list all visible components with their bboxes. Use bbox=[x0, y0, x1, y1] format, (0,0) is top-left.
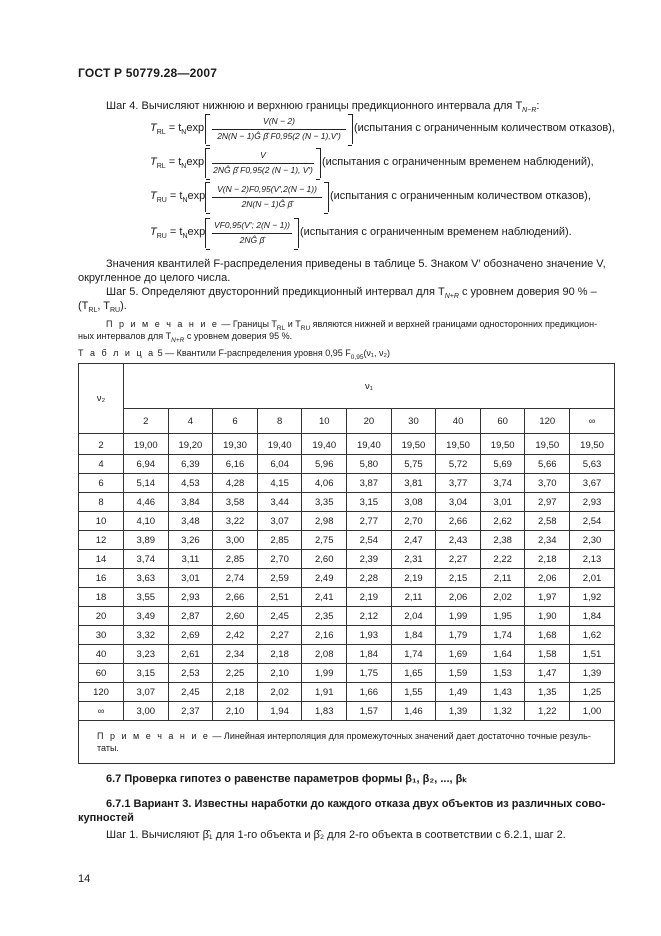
section-6-7-1-line2: купностей bbox=[78, 812, 134, 824]
table-row bbox=[79, 588, 615, 607]
table-note: П р и м е ч а н и е — Линейная интерполяция для промежуточных значений дает достаточно точные резуль- таты. bbox=[79, 721, 615, 764]
table-cell: 2,10 bbox=[257, 664, 302, 683]
formula-fraction: V 2NĜ β̂ F0,95(2 (N − 1), V′) bbox=[205, 148, 321, 178]
quantile-table bbox=[78, 363, 615, 764]
table-cell: 1,65 bbox=[391, 664, 436, 683]
table-cell: 3,35 bbox=[302, 493, 347, 512]
table-cell: 2,16 bbox=[302, 626, 347, 645]
table-cell: 2,51 bbox=[257, 588, 302, 607]
table-cell: 1,46 bbox=[391, 702, 436, 721]
table-cell: 2,18 bbox=[213, 683, 258, 702]
table-cell: 2,27 bbox=[257, 626, 302, 645]
table-cell: 4,10 bbox=[124, 512, 169, 531]
table-cell: 5,75 bbox=[391, 455, 436, 474]
table-cell: 2,28 bbox=[347, 569, 392, 588]
table-cell: 3,15 bbox=[347, 493, 392, 512]
table-cell: 2,04 bbox=[391, 607, 436, 626]
table-cell: 1,58 bbox=[525, 645, 570, 664]
table-cell: 2,11 bbox=[480, 569, 525, 588]
table-cell: 2,85 bbox=[257, 531, 302, 550]
table-cell: 2,39 bbox=[347, 550, 392, 569]
table-cell: 2,06 bbox=[525, 569, 570, 588]
table-cell: 1,75 bbox=[347, 664, 392, 683]
table-cell: 2,41 bbox=[302, 588, 347, 607]
table-cell: 4,15 bbox=[257, 474, 302, 493]
col-header: 10 bbox=[302, 409, 347, 434]
table-cell: 3,22 bbox=[213, 512, 258, 531]
table-cell: 3,01 bbox=[480, 493, 525, 512]
row-label: 2 bbox=[79, 434, 124, 455]
table-cell: 1,74 bbox=[480, 626, 525, 645]
table-cell: 2,01 bbox=[570, 569, 615, 588]
table-cell: 3,89 bbox=[124, 531, 169, 550]
table-cell: 2,93 bbox=[168, 588, 213, 607]
table-cell: 2,43 bbox=[436, 531, 481, 550]
row-label: 4 bbox=[79, 455, 124, 474]
col-header: 30 bbox=[391, 409, 436, 434]
table-cell: 1,84 bbox=[570, 607, 615, 626]
table-cell: 1,53 bbox=[480, 664, 525, 683]
table-cell: 2,18 bbox=[525, 550, 570, 569]
table-cell: 1,62 bbox=[570, 626, 615, 645]
table-cell: 2,02 bbox=[480, 588, 525, 607]
table-cell: 1,43 bbox=[480, 683, 525, 702]
table-header-row bbox=[79, 364, 615, 409]
table-cell: 2,70 bbox=[391, 512, 436, 531]
table-cell: 2,49 bbox=[302, 569, 347, 588]
table-cell: 5,80 bbox=[347, 455, 392, 474]
table-cell: 2,60 bbox=[213, 607, 258, 626]
row-label: 6 bbox=[79, 474, 124, 493]
table-cell: 2,25 bbox=[213, 664, 258, 683]
table-cell: 1,00 bbox=[570, 702, 615, 721]
formula-fraction: V(N − 2) 2N(N − 1)Ĝ β̂ F0,95(2 (N − 1),V′) bbox=[205, 114, 353, 144]
table-cell: 4,28 bbox=[213, 474, 258, 493]
table-cell: 1,84 bbox=[347, 645, 392, 664]
table-cell: 1,68 bbox=[525, 626, 570, 645]
page-number: 14 bbox=[78, 873, 91, 885]
note-boundaries-line1: П р и м е ч а н и е — Границы $T_{RL}$ и $T_{RU}$ являются нижней и верхней границами односторонних предикцион- bbox=[106, 319, 598, 332]
table-cell: 1,92 bbox=[570, 588, 615, 607]
table-cell: 3,08 bbox=[391, 493, 436, 512]
table-cell: 3,58 bbox=[213, 493, 258, 512]
table-cell: 2,11 bbox=[391, 588, 436, 607]
table-cell: 1,91 bbox=[302, 683, 347, 702]
table-row bbox=[79, 493, 615, 512]
note-boundaries-line2: ных интервалов для $T_{N+R}$ с уровнем доверия 95 %. bbox=[78, 331, 293, 344]
col-header: 120 bbox=[525, 409, 570, 434]
col-header: 8 bbox=[257, 409, 302, 434]
table-cell: 1,32 bbox=[480, 702, 525, 721]
table-cell: 3,23 bbox=[124, 645, 169, 664]
table-cell: 3,74 bbox=[480, 474, 525, 493]
row-label: 14 bbox=[79, 550, 124, 569]
section-6-7-title: 6.7 Проверка гипотез о равенстве параметров формы β₁, β₂, ..., βₖ bbox=[106, 773, 468, 785]
table-cell: 4,06 bbox=[302, 474, 347, 493]
col-header: ∞ bbox=[570, 409, 615, 434]
table-cell: 2,54 bbox=[347, 531, 392, 550]
row-label: 18 bbox=[79, 588, 124, 607]
table-cell: 1,35 bbox=[525, 683, 570, 702]
table-cell: 19,40 bbox=[302, 434, 347, 455]
table-cell: 2,97 bbox=[525, 493, 570, 512]
table-cell: 2,93 bbox=[570, 493, 615, 512]
table-cell: 1,99 bbox=[436, 607, 481, 626]
table-cell: 3,07 bbox=[124, 683, 169, 702]
table-cell: 2,19 bbox=[347, 588, 392, 607]
table-cell: 1,39 bbox=[570, 664, 615, 683]
table-cell: 3,74 bbox=[124, 550, 169, 569]
table-cell: 2,53 bbox=[168, 664, 213, 683]
col-header: 60 bbox=[480, 409, 525, 434]
table-cell: 19,50 bbox=[480, 434, 525, 455]
table-row bbox=[79, 702, 615, 721]
table-cell: 2,60 bbox=[302, 550, 347, 569]
table-cell: 3,04 bbox=[436, 493, 481, 512]
table-cell: 1,99 bbox=[302, 664, 347, 683]
table-cell: 1,64 bbox=[480, 645, 525, 664]
table-note-row bbox=[79, 721, 615, 764]
row-label: 60 bbox=[79, 664, 124, 683]
formula-fraction: V(N − 2)F0,95(V′,2(N − 1)) 2N(N − 1)Ĝ β̂ bbox=[205, 182, 329, 212]
table-cell: 2,15 bbox=[436, 569, 481, 588]
table-cell: 6,94 bbox=[124, 455, 169, 474]
table-cell: 3,00 bbox=[213, 531, 258, 550]
table-cell: 3,11 bbox=[168, 550, 213, 569]
table-cell: 1,39 bbox=[436, 702, 481, 721]
table-cell: 2,85 bbox=[213, 550, 258, 569]
table-cell: 5,63 bbox=[570, 455, 615, 474]
table-cell: 2,98 bbox=[302, 512, 347, 531]
table-cell: 19,20 bbox=[168, 434, 213, 455]
table-cell: 3,81 bbox=[391, 474, 436, 493]
step5-line1: Шаг 5. Определяют двусторонний предикционный интервал для $T_{N+R}$ с уровнем доверия 90 % – bbox=[106, 286, 597, 301]
table-cell: 2,75 bbox=[302, 531, 347, 550]
table-cell: 3,07 bbox=[257, 512, 302, 531]
table-cell: 3,32 bbox=[124, 626, 169, 645]
table-cell: 2,18 bbox=[257, 645, 302, 664]
table-row bbox=[79, 569, 615, 588]
col-header: 40 bbox=[436, 409, 481, 434]
table-cell: 3,84 bbox=[168, 493, 213, 512]
table-row bbox=[79, 683, 615, 702]
table-row bbox=[79, 474, 615, 493]
table-cell: 2,02 bbox=[257, 683, 302, 702]
table-column-row bbox=[79, 409, 615, 434]
table-cell: 1,57 bbox=[347, 702, 392, 721]
table-row bbox=[79, 626, 615, 645]
table-cell: 3,44 bbox=[257, 493, 302, 512]
table-cell: 1,79 bbox=[436, 626, 481, 645]
table-cell: 1,95 bbox=[480, 607, 525, 626]
table-cell: 2,19 bbox=[391, 569, 436, 588]
row-label: 30 bbox=[79, 626, 124, 645]
table-cell: 1,84 bbox=[391, 626, 436, 645]
table-cell: 5,96 bbox=[302, 455, 347, 474]
table-cell: 1,97 bbox=[525, 588, 570, 607]
table-cell: 4,53 bbox=[168, 474, 213, 493]
row-label: 40 bbox=[79, 645, 124, 664]
table-cell: 3,67 bbox=[570, 474, 615, 493]
table-cell: 1,51 bbox=[570, 645, 615, 664]
table-cell: 2,34 bbox=[213, 645, 258, 664]
table-cell: 2,12 bbox=[347, 607, 392, 626]
table-cell: 3,63 bbox=[124, 569, 169, 588]
table-cell: 1,59 bbox=[436, 664, 481, 683]
col-header: 20 bbox=[347, 409, 392, 434]
table-cell: 2,62 bbox=[480, 512, 525, 531]
step1-text: Шаг 1. Вычисляют β̂₁ для 1-го объекта и β̂₂ для 2-го объекта в соответствии с 6.2.1, шаг 2. bbox=[106, 829, 566, 841]
table-cell: 2,87 bbox=[168, 607, 213, 626]
table-row bbox=[79, 531, 615, 550]
table-cell: 3,01 bbox=[168, 569, 213, 588]
table-cell: 1,22 bbox=[525, 702, 570, 721]
table-cell: 3,00 bbox=[124, 702, 169, 721]
table-cell: 2,59 bbox=[257, 569, 302, 588]
quantile-paragraph-line1: Значения квантилей F-распределения приведены в таблице 5. Знаком V′ обозначено значение V, bbox=[106, 258, 606, 270]
formula-fraction: VF0,95(V′; 2(N − 1)) 2NĜ β̂ bbox=[205, 218, 299, 248]
table-cell: 5,14 bbox=[124, 474, 169, 493]
table-cell: 19,00 bbox=[124, 434, 169, 455]
table-cell: 3,15 bbox=[124, 664, 169, 683]
table-cell: 2,37 bbox=[168, 702, 213, 721]
table-cell: 2,77 bbox=[347, 512, 392, 531]
table-cell: 1,83 bbox=[302, 702, 347, 721]
table-cell: 2,31 bbox=[391, 550, 436, 569]
table-cell: 2,70 bbox=[257, 550, 302, 569]
table-cell: 2,66 bbox=[436, 512, 481, 531]
table-cell: 2,47 bbox=[391, 531, 436, 550]
col-group-nu1: ν₁ bbox=[124, 364, 615, 409]
table-cell: 1,74 bbox=[391, 645, 436, 664]
table-cell: 1,49 bbox=[436, 683, 481, 702]
table-caption: Т а б л и ц а 5 — Квантили F-распределения уровня 0,95 $F_{0,95}(\nu_1$, ν₂) bbox=[78, 348, 390, 361]
row-label: ∞ bbox=[79, 702, 124, 721]
table-cell: 1,66 bbox=[347, 683, 392, 702]
row-label: 12 bbox=[79, 531, 124, 550]
table-cell: 6,16 bbox=[213, 455, 258, 474]
table-cell: 2,58 bbox=[525, 512, 570, 531]
table-cell: 4,46 bbox=[124, 493, 169, 512]
table-cell: 3,70 bbox=[525, 474, 570, 493]
table-row bbox=[79, 434, 615, 455]
table-cell: 2,27 bbox=[436, 550, 481, 569]
table-cell: 19,50 bbox=[525, 434, 570, 455]
table-cell: 19,30 bbox=[213, 434, 258, 455]
row-label: 8 bbox=[79, 493, 124, 512]
table-cell: 2,06 bbox=[436, 588, 481, 607]
table-cell: 1,25 bbox=[570, 683, 615, 702]
table-cell: 2,74 bbox=[213, 569, 258, 588]
table-cell: 2,38 bbox=[480, 531, 525, 550]
document-header: ГОСТ Р 50779.28—2007 bbox=[78, 66, 218, 80]
table-cell: 2,08 bbox=[302, 645, 347, 664]
table-cell: 19,50 bbox=[570, 434, 615, 455]
row-label: 10 bbox=[79, 512, 124, 531]
table-row bbox=[79, 512, 615, 531]
table-cell: 5,69 bbox=[480, 455, 525, 474]
step5-line2: ($T_{RL}$, $T_{RU}$). bbox=[78, 300, 127, 315]
step4-intro: Шаг 4. Вычисляют нижнюю и верхнюю границы предикционного интервала для $T_{N-R}$: bbox=[106, 100, 540, 115]
table-cell: 2,45 bbox=[168, 683, 213, 702]
table-cell: 19,50 bbox=[436, 434, 481, 455]
table-cell: 2,10 bbox=[213, 702, 258, 721]
table-cell: 2,30 bbox=[570, 531, 615, 550]
table-row bbox=[79, 607, 615, 626]
col-header: 6 bbox=[213, 409, 258, 434]
row-label: 120 bbox=[79, 683, 124, 702]
table-cell: 1,55 bbox=[391, 683, 436, 702]
table-cell: 1,90 bbox=[525, 607, 570, 626]
table-cell: 19,40 bbox=[257, 434, 302, 455]
col-header: 2 bbox=[124, 409, 169, 434]
table-cell: 1,94 bbox=[257, 702, 302, 721]
table-cell: 2,66 bbox=[213, 588, 258, 607]
table-cell: 1,93 bbox=[347, 626, 392, 645]
table-cell: 3,26 bbox=[168, 531, 213, 550]
table-cell: 3,48 bbox=[168, 512, 213, 531]
table-row bbox=[79, 550, 615, 569]
table-cell: 2,13 bbox=[570, 550, 615, 569]
table-cell: 3,87 bbox=[347, 474, 392, 493]
table-cell: 6,04 bbox=[257, 455, 302, 474]
table-cell: 2,69 bbox=[168, 626, 213, 645]
table-cell: 2,34 bbox=[525, 531, 570, 550]
table-cell: 19,40 bbox=[347, 434, 392, 455]
row-label: 16 bbox=[79, 569, 124, 588]
table-cell: 3,55 bbox=[124, 588, 169, 607]
table-row bbox=[79, 645, 615, 664]
col-header: 4 bbox=[168, 409, 213, 434]
table-cell: 2,45 bbox=[257, 607, 302, 626]
table-cell: 3,49 bbox=[124, 607, 169, 626]
quantile-paragraph-line2: округленное до целого числа. bbox=[78, 272, 231, 284]
table-cell: 2,22 bbox=[480, 550, 525, 569]
table-row bbox=[79, 664, 615, 683]
table-cell: 5,72 bbox=[436, 455, 481, 474]
table-cell: 2,54 bbox=[570, 512, 615, 531]
section-6-7-1-line1: 6.7.1 Вариант 3. Известны наработки до каждого отказа двух объектов из различных сово- bbox=[106, 798, 606, 810]
row-header-nu2: ν₂ bbox=[79, 364, 124, 434]
table-cell: 2,35 bbox=[302, 607, 347, 626]
table-cell: 2,61 bbox=[168, 645, 213, 664]
table-cell: 6,39 bbox=[168, 455, 213, 474]
table-cell: 19,50 bbox=[391, 434, 436, 455]
table-cell: 5,66 bbox=[525, 455, 570, 474]
table-cell: 3,77 bbox=[436, 474, 481, 493]
table-cell: 2,42 bbox=[213, 626, 258, 645]
table-row bbox=[79, 455, 615, 474]
table-cell: 1,69 bbox=[436, 645, 481, 664]
table-cell: 1,47 bbox=[525, 664, 570, 683]
row-label: 20 bbox=[79, 607, 124, 626]
